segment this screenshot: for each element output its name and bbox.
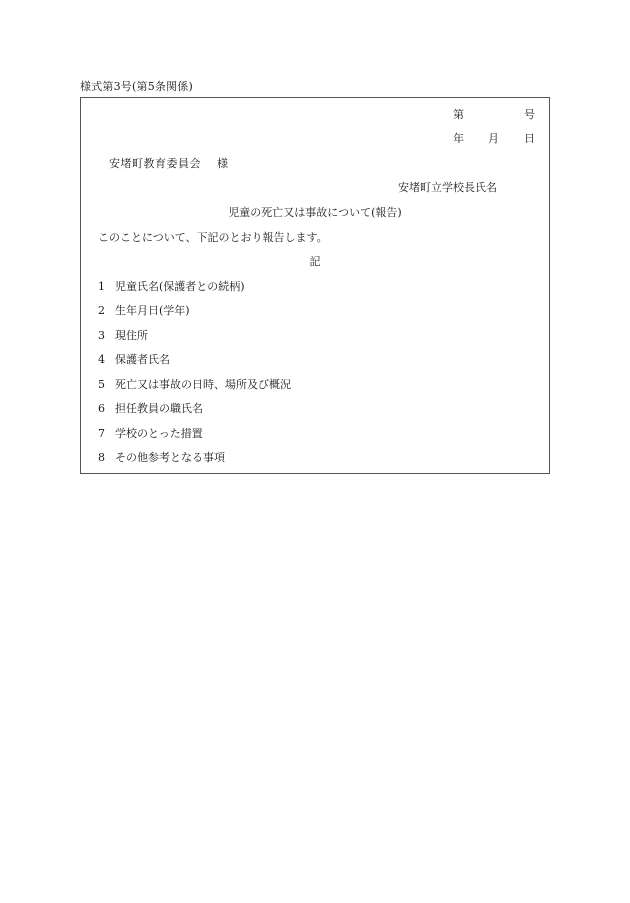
report-title: 児童の死亡又は事故について(報告)	[228, 206, 402, 219]
list-item	[98, 428, 203, 439]
addressee	[109, 158, 229, 169]
item-text: 保護者氏名	[115, 353, 170, 366]
intro-text: このことについて、下記のとおり報告します。	[98, 231, 328, 244]
doc-number-suffix: 号	[524, 108, 535, 121]
item-number: 6	[98, 402, 105, 415]
addressee-honorific: 様	[217, 157, 229, 170]
item-text: その他参考となる事項	[115, 451, 225, 464]
list-item	[98, 379, 291, 390]
date-day-label: 日	[524, 132, 535, 145]
item-number: 5	[98, 378, 105, 391]
list-item	[98, 403, 203, 414]
item-text: 生年月日(学年)	[115, 304, 190, 317]
list-item	[98, 305, 190, 316]
report-form-frame	[80, 97, 550, 474]
item-number: 4	[98, 353, 105, 366]
doc-number-prefix: 第	[453, 108, 464, 121]
item-text: 学校のとった措置	[115, 427, 203, 440]
list-item	[98, 452, 225, 463]
item-number: 7	[98, 427, 105, 440]
item-number: 2	[98, 304, 105, 317]
item-text: 死亡又は事故の日時、場所及び概況	[115, 378, 291, 391]
date-year-label: 年	[453, 132, 464, 145]
item-number: 1	[98, 280, 105, 293]
item-text: 現住所	[115, 329, 148, 342]
list-item	[98, 354, 170, 365]
addressee-name: 安堵町教育委員会	[109, 157, 201, 170]
item-number: 3	[98, 329, 105, 342]
date-month-label: 月	[488, 132, 499, 145]
item-text: 担任教員の職氏名	[115, 402, 203, 415]
form-label: 様式第3号(第5条関係)	[80, 80, 193, 93]
ki-heading: 記	[309, 255, 321, 268]
item-number: 8	[98, 451, 105, 464]
sender-name: 安堵町立学校長氏名	[398, 181, 497, 194]
list-item	[98, 281, 245, 292]
item-text: 児童氏名(保護者との続柄)	[115, 280, 245, 293]
list-item	[98, 330, 148, 341]
